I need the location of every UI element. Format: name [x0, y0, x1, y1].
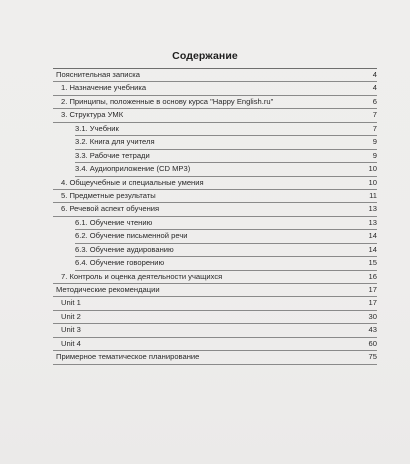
toc-entry-page: 9 — [372, 137, 377, 147]
toc-entry-label: Пояснительная записка — [56, 70, 140, 79]
toc-entry-page: 4 — [372, 70, 377, 79]
toc-entry-methodological-recommendations — [53, 284, 377, 297]
toc-entry-label: 6.4. Обучение говорению — [75, 258, 165, 268]
toc-entry-page: 9 — [372, 150, 377, 160]
toc-entry-speaking — [75, 257, 377, 270]
toc-entry-label: 3.3. Рабочие тетради — [75, 150, 150, 160]
toc-entry-thematic-planning — [53, 351, 377, 364]
toc-entry-reading — [75, 217, 377, 230]
toc-entry-explanatory-note — [53, 69, 377, 82]
toc-entry-label: 3.4. Аудиоприложение (CD MP3) — [75, 164, 191, 174]
toc-entry-label: 4. Общеучебные и специальные умения — [61, 177, 204, 187]
toc-entry-page: 13 — [368, 217, 377, 227]
toc-entry-page: 7 — [372, 123, 377, 133]
toc-entry-page: 75 — [368, 352, 377, 362]
toc-entry-label: Unit 4 — [61, 338, 81, 348]
toc-entry-audio-supplement — [75, 163, 377, 176]
toc-entry-page: 4 — [372, 83, 377, 93]
toc-entry-page: 16 — [368, 271, 377, 281]
toc-entry-label: 3.1. Учебник — [75, 123, 119, 133]
toc-entry-assessment — [53, 271, 377, 284]
toc-entry-page: 60 — [368, 338, 377, 348]
toc-entry-unit-4 — [53, 338, 377, 351]
toc-entry-label: 7. Контроль и оценка деятельности учащихся — [61, 271, 223, 281]
toc-entry-label: 6.1. Обучение чтению — [75, 217, 153, 227]
toc-entry-page: 30 — [368, 311, 377, 321]
table-of-contents — [53, 68, 377, 365]
toc-entry-umk-structure — [53, 109, 377, 122]
toc-entry-teacher-book — [75, 136, 377, 149]
toc-entry-page: 11 — [369, 190, 377, 200]
toc-entry-unit-2 — [53, 311, 377, 324]
toc-entry-page: 13 — [368, 204, 377, 214]
toc-entry-course-principles — [53, 96, 377, 109]
toc-entry-unit-1 — [53, 297, 377, 310]
toc-entry-page: 15 — [368, 258, 377, 268]
page-title: Содержание — [172, 50, 238, 62]
toc-entry-textbook — [75, 123, 377, 136]
toc-entry-page: 17 — [368, 285, 377, 294]
toc-entry-label: 6. Речевой аспект обучения — [61, 204, 160, 214]
toc-entry-workbooks — [75, 150, 377, 163]
toc-entry-label: Unit 1 — [61, 298, 81, 308]
toc-entry-page: 7 — [372, 110, 377, 120]
toc-entry-label: Методические рекомендации — [56, 285, 160, 294]
toc-entry-label: 1. Назначение учебника — [61, 83, 147, 93]
toc-entry-label: 3.2. Книга для учителя — [75, 137, 155, 147]
toc-entry-page: 6 — [372, 96, 377, 106]
toc-entry-label: 6.3. Обучение аудированию — [75, 244, 174, 254]
toc-entry-subject-results — [53, 190, 377, 203]
toc-entry-speech-aspect — [53, 203, 377, 216]
toc-entry-page: 14 — [368, 231, 377, 241]
toc-entry-writing — [75, 230, 377, 243]
toc-entry-label: 2. Принципы, положенные в основу курса "Happy English.ru" — [61, 96, 274, 106]
toc-entry-page: 17 — [368, 298, 377, 308]
toc-entry-page: 10 — [368, 164, 377, 174]
toc-entry-label: Unit 3 — [61, 325, 81, 335]
toc-entry-label: 3. Структура УМК — [61, 110, 124, 120]
toc-entry-page: 10 — [368, 177, 377, 187]
toc-entry-page: 14 — [368, 244, 377, 254]
toc-entry-label: 5. Предметные результаты — [61, 190, 156, 200]
toc-entry-unit-3 — [53, 324, 377, 337]
toc-entry-label: 6.2. Обучение письменной речи — [75, 231, 188, 241]
toc-entry-label: Примерное тематическое планирование — [56, 352, 200, 362]
toc-entry-label: Unit 2 — [61, 311, 81, 321]
toc-entry-page: 43 — [368, 325, 377, 335]
toc-entry-general-skills — [53, 177, 377, 190]
toc-entry-listening — [75, 244, 377, 257]
toc-entry-textbook-purpose — [53, 82, 377, 95]
